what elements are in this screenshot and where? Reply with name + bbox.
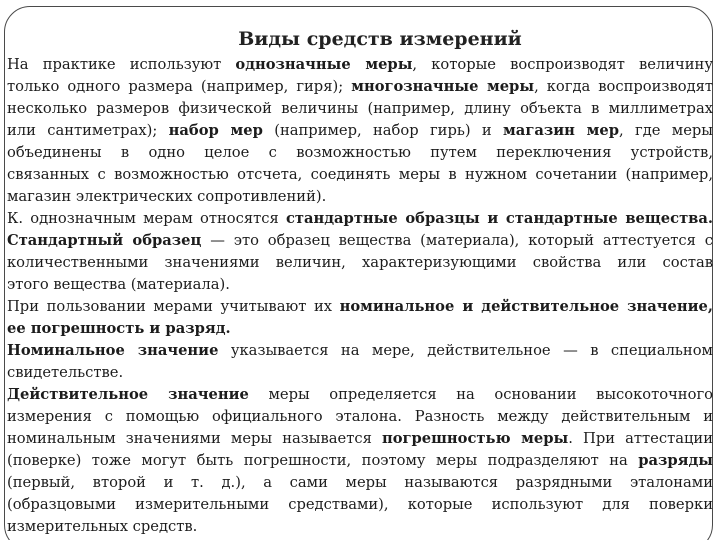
text-line: измерительных средств. — [7, 518, 198, 535]
slide-body-text — [7, 54, 713, 538]
text-line: Стандартный образец — это образец вещества (материала), который аттестуется с — [7, 232, 714, 249]
text-line: номинальным значениями меры называется погрешностью меры. При аттестации — [7, 430, 713, 447]
text-line: объединены в одно целое с возможностью путем переключения устройств, — [7, 144, 713, 161]
text-line: только одного размера (например, гиря); многозначные меры, когда воспроизводят — [7, 78, 713, 95]
text-line: магазин электрических сопротивлений). — [7, 188, 327, 205]
text-line: измерения с помощью официального эталона. Разность между действительным и — [7, 408, 713, 425]
text-line: (образцовыми измерительными средствами), которые используют для поверки — [7, 496, 713, 513]
text-line: К. однозначным мерам относятся стандартные образцы и стандартные вещества. — [7, 210, 714, 227]
text-line: Действительное значение меры определяется на основании высокоточного — [7, 386, 713, 403]
text-line: Номинальное значение указывается на мере, действительное — в специальном — [7, 342, 713, 359]
text-line: свидетельстве. — [7, 364, 124, 381]
text-line: несколько размеров физической величины (например, длину объекта в миллиметрах — [7, 100, 713, 117]
text-line: (первый, второй и т. д.), а сами меры называются разрядными эталонами — [7, 474, 713, 491]
text-line: (поверке) тоже могут быть погрешности, поэтому меры подразделяют на разряды — [7, 452, 713, 469]
text-line: На практике используют однозначные меры, которые воспроизводят величину — [7, 56, 713, 73]
text-line: связанных с возможностью отсчета, соединять меры в нужном сочетании (например, — [7, 166, 713, 183]
text-line: При пользовании мерами учитывают их номинальное и действительное значение, — [7, 298, 713, 315]
text-line: количественными значениями величин, характеризующими свойства или состав — [7, 254, 713, 271]
text-line: или сантиметрах); набор мер (например, набор гирь) и магазин мер, где меры — [7, 122, 713, 139]
slide-title: Виды средств измерений — [238, 28, 522, 50]
text-line: этого вещества (материала). — [7, 276, 230, 293]
text-line: ее погрешность и разряд. — [7, 320, 231, 337]
